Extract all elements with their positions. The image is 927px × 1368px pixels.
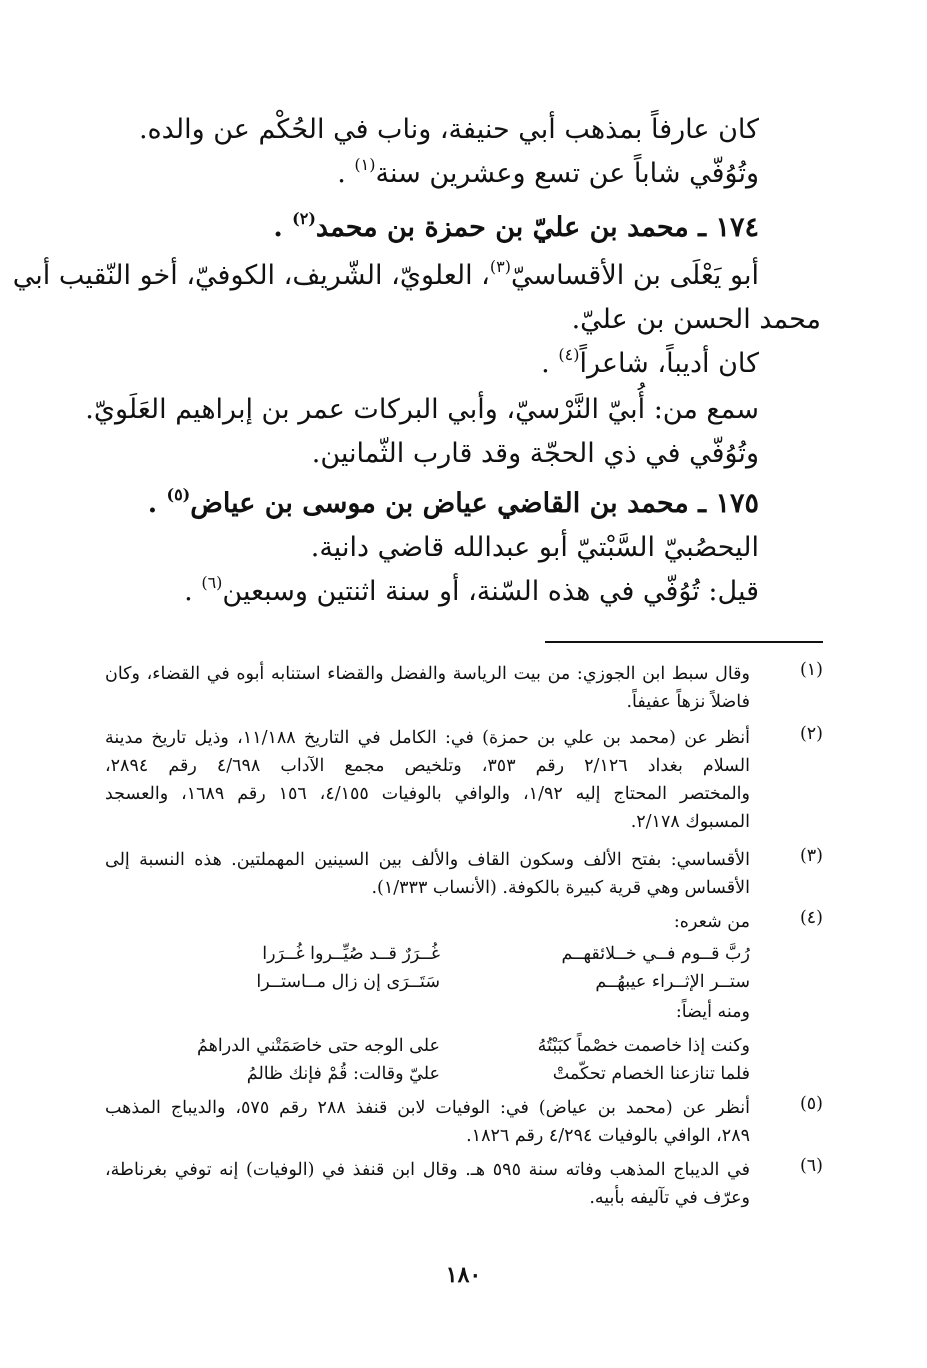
verse-hemistich: ستــر الإثــراء عيبهُــم <box>595 972 750 992</box>
footnote-ref[interactable]: (٥) <box>166 485 191 504</box>
poem-1 <box>190 940 750 996</box>
entry-heading-175: ١٧٥ ـ محمد بن القاضي عياض بن موسى بن عياض$^{(٥)}$ . <box>147 485 759 519</box>
verse-hemistich: غُــرَرٌ قــد صُيِّــروا غُــرَرا <box>262 944 440 964</box>
footnote-ref[interactable]: (٢) <box>292 209 316 228</box>
footnote-ref[interactable]: (١) <box>354 155 376 174</box>
footnote-line: وعرّف في تآليفه بأبيه. <box>589 1188 750 1208</box>
footnote-line: المسبوك ٢/١٧٨. <box>630 812 750 832</box>
verse-hemistich: رُبَّ قــوم فــي خــلائقهــم <box>561 944 750 964</box>
verse-hemistich: على الوجه حتى خاصَمَتْني الدراهمُ <box>196 1036 440 1056</box>
footnote-line: والمختصر المحتاج إليه ١/٩٢، والوافي بالوفيات ٤/١٥٥، ١٥٦ رقم ١٦٨٩، والعسجد <box>105 784 750 804</box>
footnote-line: وقال سبط ابن الجوزي: من بيت الرياسة والفضل والقضاء استنابه أبوه في القضاء، وكان <box>105 664 750 684</box>
text-line: قيل: تُوُفّي في هذه السّنة، أو سنة اثنتين وسبعين$^{(٦)}$ . <box>184 573 759 607</box>
text-line: سمع من: أُبيّ النَّرْسيّ، وأبي البركات عمر بن إبراهيم العَلَويّ. <box>85 394 759 425</box>
text-line: محمد الحسن بن عليّ. <box>571 304 821 335</box>
footnote-number: (٢) <box>799 724 823 744</box>
footnote-line: ومنه أيضاً: <box>675 1002 750 1022</box>
text-line: وتُوُفّي شاباً عن تسع وعشرين سنة$^{(١)}$ . <box>337 155 759 189</box>
footnote-line: من شعره: <box>673 912 750 932</box>
footnote-ref[interactable]: (٣) <box>489 257 511 276</box>
footnote-line: أنظر عن (محمد بن عياض) في: الوفيات لابن قنفذ ٢٨٨ رقم ٥٧٥، والديباج المذهب <box>105 1098 751 1118</box>
verse-hemistich: فلما تنازعنا الخصام تحكّمتْ <box>552 1064 750 1084</box>
footnote-number: (٤) <box>799 908 823 928</box>
footnote-number: (٣) <box>799 846 823 866</box>
poem-verse <box>190 1032 750 1060</box>
footnote-line: فاضلاً نزهاً عفيفاً. <box>626 692 750 712</box>
verse-hemistich: وكنت إذا خاصمت خصْماً كبَبْتُهُ <box>537 1036 750 1056</box>
footnote-separator <box>545 641 823 643</box>
footnote-line: الأقساسي: بفتح الألف وسكون القاف والألف بين السينين المهملتين. هذه النسبة إلى <box>105 850 750 870</box>
text-line: أبو يَعْلَى بن الأقساسيّ$^{(٣)}$، العلويّ، الشّريف، الكوفيّ، أخو النّقيب أبي <box>12 257 759 291</box>
footnote-ref[interactable]: (٦) <box>201 573 223 592</box>
poem-verse <box>190 940 750 968</box>
text-line: اليحصُبيّ السَّبْتيّ أبو عبدالله قاضي دانية. <box>310 532 759 563</box>
text-line: كان أديباً، شاعراً$^{(٤)}$ . <box>541 345 759 379</box>
poem-2 <box>190 1032 750 1088</box>
verse-hemistich: سَتَــرَى إن زال مــاستــرا <box>256 972 440 992</box>
footnote-number: (٦) <box>799 1156 823 1176</box>
footnote-line: في الديباج المذهب وفاته سنة ٥٩٥ هـ. وقال ابن قنفذ في (الوفيات) إنه توفي بغرناطة، <box>105 1160 750 1180</box>
footnote-number: (١) <box>799 660 823 680</box>
page-number: ١٨٠ <box>445 1262 482 1288</box>
footnote-line: ٢٨٩، الوافي بالوفيات ٤/٢٩٤ رقم ١٨٢٦. <box>466 1126 750 1146</box>
footnote-ref[interactable]: (٤) <box>558 345 580 364</box>
text-line: وتُوُفّي في ذي الحجّة وقد قارب الثّمانين. <box>311 438 759 469</box>
footnote-line: الأقساس وهي قرية كبيرة بالكوفة. (الأنساب ١/٣٣٣). <box>371 878 750 898</box>
poem-verse <box>190 968 750 996</box>
verse-hemistich: عليّ وقالت: قُمْ فإنك ظالمُ <box>246 1064 440 1084</box>
footnote-number: (٥) <box>799 1094 823 1114</box>
text-line: كان عارفاً بمذهب أبي حنيفة، وناب في الحُكْم عن والده. <box>138 114 759 145</box>
footnote-line: السلام بغداد ٢/١٢٦ رقم ٣٥٣، وتلخيص مجمع الآداب ٤/٦٩٨ رقم ٢٨٩٤، <box>105 756 750 776</box>
footnote-line: أنظر عن (محمد بن علي بن حمزة) في: الكامل في التاريخ ١١/١٨٨، وذيل تاريخ مدينة <box>105 728 750 748</box>
entry-heading-174: ١٧٤ ـ محمد بن عليّ بن حمزة بن محمد$^{(٢)}$ . <box>273 209 759 243</box>
poem-verse <box>190 1060 750 1088</box>
